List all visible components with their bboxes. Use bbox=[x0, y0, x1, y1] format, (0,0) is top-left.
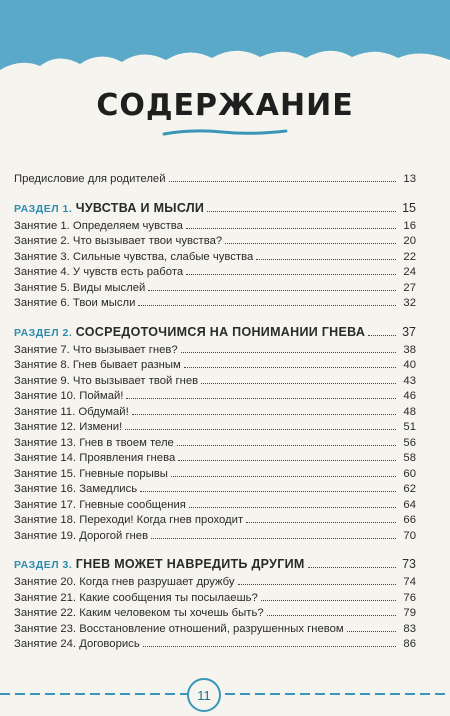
entry-label: Занятие 8. Гнев бывает разным bbox=[14, 359, 181, 371]
leader-dots bbox=[347, 631, 396, 632]
entry-label: Занятие 17. Гневные сообщения bbox=[14, 498, 186, 511]
entry-page: 79 bbox=[403, 607, 416, 619]
entry-page: 51 bbox=[403, 421, 416, 433]
toc-entry[interactable] bbox=[14, 234, 416, 250]
section-title: СОСРЕДОТОЧИМСЯ НА ПОНИМАНИИ ГНЕВА bbox=[75, 324, 366, 339]
entry-page: 66 bbox=[403, 514, 416, 526]
entry-page: 27 bbox=[403, 281, 416, 294]
entry-label: Занятие 22. Каким человеком ты хочешь быть? bbox=[14, 607, 264, 619]
entry-page: 58 bbox=[403, 452, 416, 464]
toc-entry[interactable] bbox=[14, 498, 416, 514]
decorative-cloud-band bbox=[0, 0, 450, 78]
leader-dots bbox=[184, 367, 396, 368]
page-number: 11 bbox=[187, 678, 221, 712]
leader-dots bbox=[181, 352, 396, 353]
entry-label: Занятие 6. Твои мысли bbox=[14, 297, 136, 309]
toc-entry[interactable] bbox=[14, 451, 416, 467]
entry-label: Занятие 14. Проявления гнева bbox=[14, 452, 176, 464]
leader-dots bbox=[151, 538, 396, 539]
entry-page: 76 bbox=[403, 591, 416, 604]
entry-label: Занятие 5. Виды мыслей bbox=[14, 281, 146, 294]
leader-dots bbox=[132, 414, 396, 415]
entry-page: 40 bbox=[403, 359, 416, 371]
section-prefix: РАЗДЕЛ 1. bbox=[14, 202, 73, 215]
entry-label: Занятие 12. Измени! bbox=[14, 421, 123, 433]
entry-page: 13 bbox=[403, 173, 416, 185]
toc-entry[interactable] bbox=[14, 637, 416, 653]
toc-entry[interactable] bbox=[14, 606, 416, 622]
entry-page: 48 bbox=[403, 405, 416, 418]
leader-dots bbox=[368, 335, 396, 336]
leader-dots bbox=[177, 445, 396, 446]
toc-section-heading[interactable] bbox=[14, 200, 416, 218]
entry-label: Занятие 21. Какие сообщения ты посылаешь? bbox=[14, 591, 258, 604]
leader-dots bbox=[126, 398, 396, 399]
entry-label: Занятие 15. Гневные порывы bbox=[14, 467, 168, 480]
leader-dots bbox=[207, 211, 396, 212]
entry-page: 56 bbox=[403, 436, 416, 449]
entry-label: Занятие 2. Что вызывает твои чувства? bbox=[14, 235, 223, 247]
entry-page: 37 bbox=[402, 324, 416, 339]
entry-page: 60 bbox=[403, 467, 416, 480]
entry-label: Занятие 13. Гнев в твоем теле bbox=[14, 436, 174, 449]
toc-entry[interactable] bbox=[14, 296, 416, 312]
leader-dots bbox=[238, 584, 396, 585]
entry-page: 38 bbox=[403, 343, 416, 356]
entry-label: Занятие 19. Дорогой гнев bbox=[14, 529, 149, 542]
entry-page: 86 bbox=[403, 638, 416, 650]
entry-page: 62 bbox=[403, 483, 416, 495]
entry-page: 20 bbox=[403, 235, 416, 247]
leader-dots bbox=[169, 181, 396, 182]
toc-entry[interactable] bbox=[14, 482, 416, 498]
leader-dots bbox=[171, 476, 396, 477]
entry-label: Занятие 16. Замедлись bbox=[14, 483, 138, 495]
toc-entry[interactable] bbox=[14, 358, 416, 374]
toc-entry[interactable] bbox=[14, 529, 416, 545]
entry-page: 16 bbox=[403, 219, 416, 232]
entry-page: 22 bbox=[403, 250, 416, 263]
leader-dots bbox=[148, 290, 396, 291]
entry-label: Занятие 11. Обдумай! bbox=[14, 405, 129, 418]
toc-entry[interactable] bbox=[14, 513, 416, 529]
leader-dots bbox=[178, 460, 396, 461]
leader-dots bbox=[256, 259, 396, 260]
entry-page: 70 bbox=[403, 529, 416, 542]
leader-dots bbox=[186, 274, 396, 275]
leader-dots bbox=[125, 429, 396, 430]
leader-dots bbox=[261, 600, 396, 601]
page-title: СОДЕРЖАНИЕ bbox=[96, 88, 354, 123]
toc-entry[interactable] bbox=[14, 219, 416, 235]
leader-dots bbox=[140, 491, 396, 492]
entry-page: 83 bbox=[403, 622, 416, 635]
entry-label: Занятие 9. Что вызывает твой гнев bbox=[14, 374, 199, 387]
toc-entry[interactable] bbox=[14, 281, 416, 297]
entry-label: Занятие 24. Договорись bbox=[14, 638, 140, 650]
entry-page: 74 bbox=[403, 576, 416, 588]
entry-label: Занятие 10. Поймай! bbox=[14, 390, 124, 402]
toc-section-heading[interactable] bbox=[14, 556, 416, 574]
leader-dots bbox=[138, 305, 396, 306]
entry-label: Занятие 4. У чувств есть работа bbox=[14, 266, 184, 278]
toc-entry-preface[interactable] bbox=[14, 172, 416, 188]
section-title: ЧУВСТВА И МЫСЛИ bbox=[75, 200, 205, 215]
toc-entry[interactable] bbox=[14, 591, 416, 607]
section-group-2 bbox=[14, 324, 416, 545]
toc-entry[interactable] bbox=[14, 436, 416, 452]
toc-entry[interactable] bbox=[14, 389, 416, 405]
toc-entry[interactable] bbox=[14, 622, 416, 638]
leader-dots bbox=[143, 646, 396, 647]
toc-entry[interactable] bbox=[14, 420, 416, 436]
entry-label: Занятие 18. Переходи! Когда гнев проходит bbox=[14, 514, 244, 526]
toc-entry[interactable] bbox=[14, 467, 416, 483]
leader-dots bbox=[225, 243, 396, 244]
entry-page: 15 bbox=[402, 200, 416, 215]
entry-label: Занятие 1. Определяем чувства bbox=[14, 219, 183, 232]
section-prefix: РАЗДЕЛ 3. bbox=[14, 559, 73, 571]
table-of-contents bbox=[14, 172, 416, 665]
entry-page: 46 bbox=[403, 390, 416, 402]
entry-page: 43 bbox=[403, 374, 416, 387]
leader-dots bbox=[308, 567, 396, 568]
leader-dots bbox=[267, 615, 396, 616]
entry-label: Занятие 23. Восстановление отношений, разрушенных гневом bbox=[14, 622, 344, 635]
toc-entry[interactable] bbox=[14, 405, 416, 421]
toc-entry[interactable] bbox=[14, 265, 416, 281]
entry-page: 32 bbox=[403, 297, 416, 309]
entry-page: 73 bbox=[402, 557, 416, 571]
section-prefix: РАЗДЕЛ 2. bbox=[14, 326, 73, 339]
entry-label: Занятие 20. Когда гнев разрушает дружбу bbox=[14, 576, 235, 588]
leader-dots bbox=[201, 383, 396, 384]
section-title: ГНЕВ МОЖЕТ НАВРЕДИТЬ ДРУГИМ bbox=[75, 557, 305, 571]
section-group-3 bbox=[14, 556, 416, 653]
title-underline bbox=[162, 128, 288, 138]
entry-label: Занятие 3. Сильные чувства, слабые чувства bbox=[14, 250, 254, 263]
entry-page: 64 bbox=[403, 498, 416, 511]
toc-entry[interactable] bbox=[14, 575, 416, 591]
leader-dots bbox=[246, 522, 396, 523]
toc-entry[interactable] bbox=[14, 250, 416, 266]
leader-dots bbox=[186, 228, 396, 229]
toc-section-heading[interactable] bbox=[14, 324, 416, 342]
entry-label: Занятие 7. Что вызывает гнев? bbox=[14, 343, 178, 356]
section-group-1 bbox=[14, 200, 416, 312]
entry-page: 24 bbox=[403, 266, 416, 278]
toc-entry[interactable] bbox=[14, 343, 416, 359]
bottom-decorative-line bbox=[0, 690, 450, 698]
entry-label: Предисловие для родителей bbox=[14, 173, 166, 185]
toc-entry[interactable] bbox=[14, 374, 416, 390]
leader-dots bbox=[189, 507, 396, 508]
